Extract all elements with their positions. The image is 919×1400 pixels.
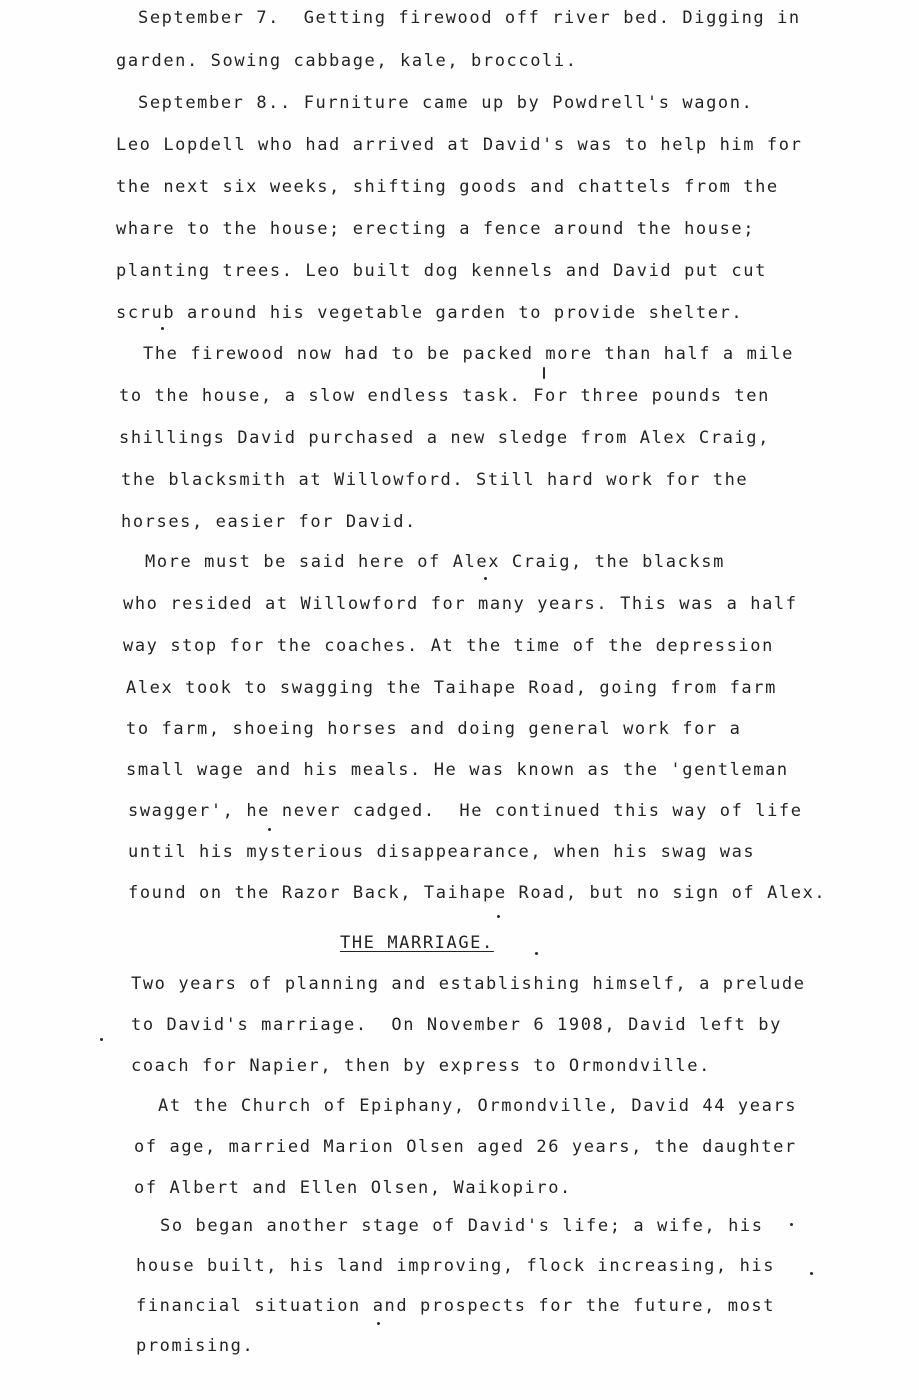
scan-speck (535, 952, 538, 955)
text-line: So began another stage of David's life; a wife, his (160, 1216, 764, 1236)
text-line: house built, his land improving, flock increasing, his (136, 1256, 776, 1276)
text-line: Two years of planning and establishing himself, a prelude (131, 974, 806, 994)
text-line: More must be said here of Alex Craig, the blacksm (145, 552, 725, 572)
text-line: whare to the house; erecting a fence around the house; (116, 219, 756, 239)
text-line: swagger', he never cadged. He continued this way of life (128, 801, 803, 821)
text-line: who resided at Willowford for many years. This was a half (123, 594, 798, 614)
scan-speck (377, 1322, 380, 1325)
text-line: the next six weeks, shifting goods and chattels from the (116, 177, 779, 197)
text-line: Alex took to swagging the Taihape Road, going from farm (126, 678, 777, 698)
scan-speck (810, 1272, 813, 1275)
text-line: garden. Sowing cabbage, kale, broccoli. (116, 51, 578, 71)
text-line: promising. (136, 1336, 255, 1356)
text-line: shillings David purchased a new sledge from Alex Craig, (119, 428, 770, 448)
text-line: way stop for the coaches. At the time of the depression (123, 636, 774, 656)
text-line: to David's marriage. On November 6 1908, David left by (131, 1015, 782, 1035)
text-line: At the Church of Epiphany, Ormondville, David 44 years (158, 1096, 798, 1116)
scan-speck (497, 915, 500, 918)
text-line: Leo Lopdell who had arrived at David's was to help him for (116, 135, 803, 155)
text-line: of age, married Marion Olsen aged 26 years, the daughter (134, 1137, 797, 1157)
text-line: to farm, shoeing horses and doing general work for a (126, 719, 742, 739)
scan-speck (161, 327, 164, 330)
text-line: the blacksmith at Willowford. Still hard work for the (121, 470, 749, 490)
text-line: September 8.. Furniture came up by Powdrell's wagon. (138, 93, 754, 113)
text-line: until his mysterious disappearance, when his swag was (128, 842, 756, 862)
text-line: The firewood now had to be packed more than half a mile (143, 344, 794, 364)
text-line: planting trees. Leo built dog kennels and David put cut (116, 261, 767, 281)
scan-speck (543, 367, 545, 379)
text-line: to the house, a slow endless task. For three pounds ten (119, 386, 770, 406)
section-heading: THE MARRIAGE. (340, 933, 494, 953)
scan-speck (268, 828, 271, 831)
text-line: of Albert and Ellen Olsen, Waikopiro. (134, 1178, 572, 1198)
scan-speck (100, 1038, 103, 1041)
scan-speck (484, 577, 487, 580)
text-line: small wage and his meals. He was known as the 'gentleman (126, 760, 789, 780)
scan-speck (790, 1223, 793, 1226)
text-line: coach for Napier, then by express to Ormondville. (131, 1056, 711, 1076)
text-line: found on the Razor Back, Taihape Road, but no sign of Alex. (128, 883, 827, 903)
text-line: September 7. Getting firewood off river bed. Digging in (138, 8, 801, 28)
text-line: horses, easier for David. (121, 512, 417, 532)
text-line: scrub around his vegetable garden to provide shelter. (116, 303, 744, 323)
text-line: financial situation and prospects for the future, most (136, 1296, 776, 1316)
